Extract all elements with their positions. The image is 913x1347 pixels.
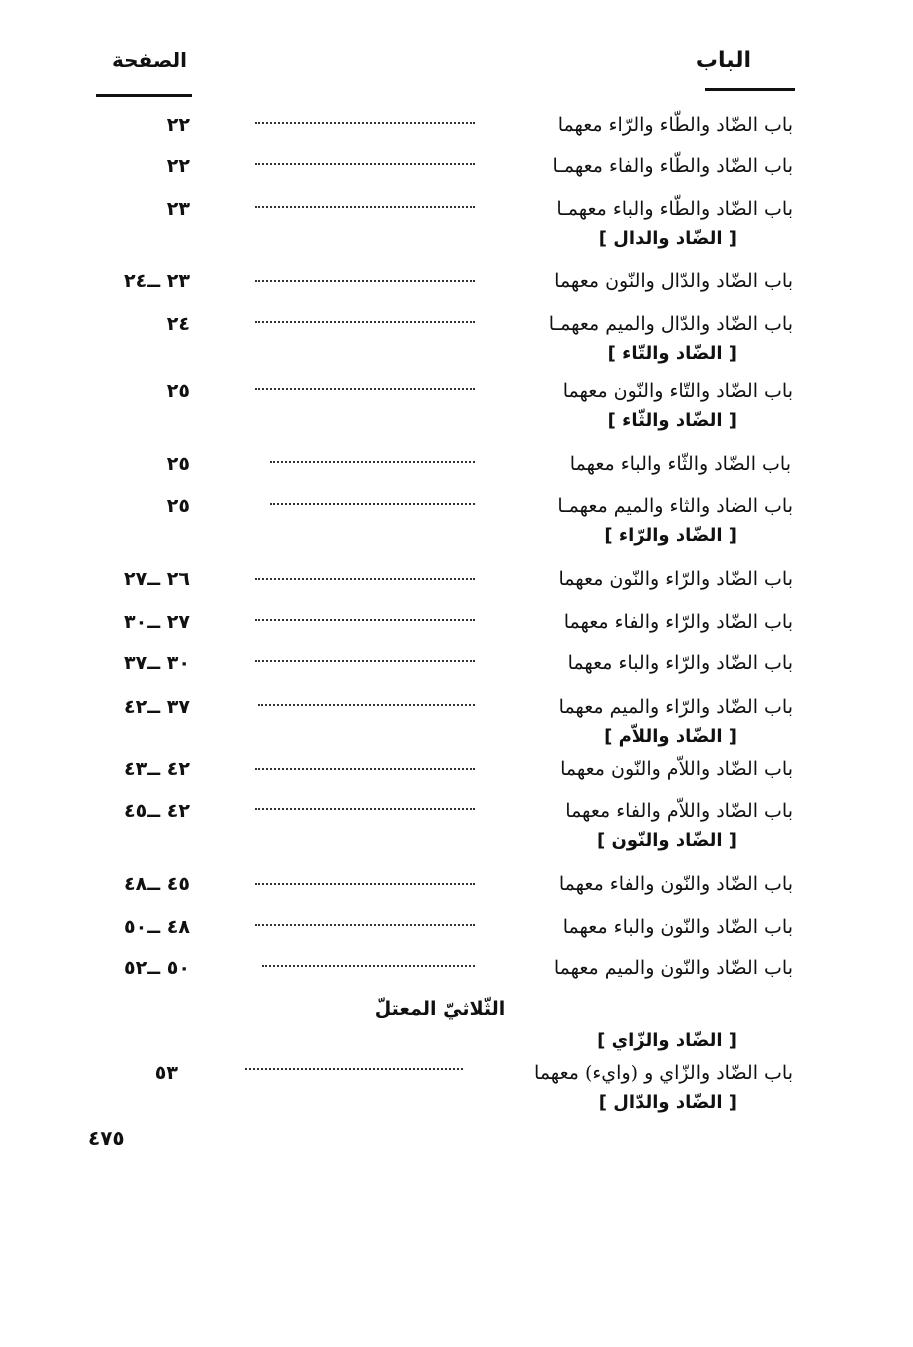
entry-page: ٢٣ <box>166 198 190 220</box>
index-entry <box>0 1062 913 1098</box>
dotted-leader <box>255 578 475 580</box>
entry-title: باب الضّاد والدّال والنّون معهما <box>554 270 793 292</box>
entry-page: ٢٤ <box>166 313 190 335</box>
dotted-leader <box>255 206 475 208</box>
index-entry <box>0 313 913 349</box>
entry-title: باب الضّاد والرّاء والباء معهما <box>567 652 793 674</box>
index-entry <box>0 758 913 794</box>
entry-page: ٢٢ <box>166 155 190 177</box>
dotted-leader <box>258 704 475 706</box>
index-entry <box>0 380 913 416</box>
dotted-leader <box>255 122 475 124</box>
index-entry <box>0 800 913 836</box>
dotted-leader <box>255 163 475 165</box>
dotted-leader <box>262 965 475 967</box>
section-heading: [ الضّاد واللاّم ] <box>604 726 737 747</box>
section-heading: [ الضّاد والنّون ] <box>596 830 737 851</box>
entry-title: باب الضّاد والثّاء والباء معهما <box>569 453 791 475</box>
entry-title: باب الضّاد والدّال والميم معهمـا <box>548 313 793 335</box>
entry-page: ٢٣ ــ٢٤ <box>123 270 190 292</box>
chapter-column-header: الباب <box>695 48 751 73</box>
index-entry <box>0 568 913 604</box>
entry-page: ٢٥ <box>166 453 190 475</box>
section-heading: [ الضّاد والتّاء ] <box>607 343 737 364</box>
index-entry <box>0 198 913 234</box>
index-entry <box>0 155 913 191</box>
dotted-leader <box>255 924 475 926</box>
dotted-leader <box>245 1068 463 1070</box>
index-entry <box>0 957 913 993</box>
entry-title: باب الضّاد والتّاء والنّون معهما <box>562 380 793 402</box>
index-entry <box>0 916 913 952</box>
chapter-header-rule <box>705 88 795 91</box>
entry-page: ٥٠ ــ٥٢ <box>123 957 190 979</box>
entry-page: ٤٢ ــ٤٣ <box>123 758 190 780</box>
dotted-leader <box>255 321 475 323</box>
entry-page: ٥٣ <box>154 1062 178 1084</box>
index-entry <box>0 696 913 732</box>
index-entry <box>0 495 913 531</box>
entry-page: ٣٧ ــ٤٢ <box>123 696 190 718</box>
dotted-leader <box>255 660 475 662</box>
entry-page: ٤٢ ــ٤٥ <box>123 800 190 822</box>
page-column-header: الصفحة <box>112 48 188 72</box>
entry-title: باب الضّاد واللاّم والنّون معهما <box>560 758 793 780</box>
entry-title: باب الضّاد والزّاي و (وايء) معهما <box>534 1062 793 1084</box>
section-heading: [ الضّاد والدال ] <box>598 228 737 249</box>
section-heading: [ الضّاد والثّاء ] <box>607 410 737 431</box>
index-entry <box>0 114 913 150</box>
dotted-leader <box>255 768 475 770</box>
section-heading: [ الضّاد والرّاء ] <box>604 525 737 546</box>
section-heading: [ الضّاد والزّاي ] <box>597 1030 737 1051</box>
entry-title: باب الضاد والثاء والميم معهمـا <box>557 495 793 517</box>
dotted-leader <box>270 503 475 505</box>
index-entry <box>0 453 913 489</box>
entry-title: باب الضّاد والرّاء والفاء معهما <box>563 611 793 633</box>
entry-title: باب الضّاد والطّاء والباء معهمـا <box>556 198 793 220</box>
dotted-leader <box>270 461 475 463</box>
dotted-leader <box>255 388 475 390</box>
entry-title: باب الضّاد واللاّم والفاء معهما <box>565 800 793 822</box>
triliteral-heading: الثّلاثيّ المعتلّ <box>374 998 506 1020</box>
index-entry <box>0 652 913 688</box>
page-header-rule <box>96 94 192 97</box>
entry-page: ٤٥ ــ٤٨ <box>123 873 190 895</box>
index-entry <box>0 873 913 909</box>
entry-page: ٢٧ ــ٣٠ <box>123 611 190 633</box>
entry-title: باب الضّاد والنّون والميم معهما <box>553 957 793 979</box>
dotted-leader <box>255 280 475 282</box>
dotted-leader <box>255 808 475 810</box>
index-entry <box>0 270 913 306</box>
index-entry <box>0 611 913 647</box>
entry-page: ٢٥ <box>166 380 190 402</box>
entry-title: باب الضّاد والطّاء والرّاء معهما <box>557 114 793 136</box>
entry-page: ٢٦ ــ٢٧ <box>123 568 190 590</box>
section-heading: [ الضّاد والدّال ] <box>598 1092 737 1113</box>
dotted-leader <box>255 619 475 621</box>
entry-page: ٣٠ ــ٣٧ <box>123 652 190 674</box>
entry-title: باب الضّاد والطّاء والفاء معهمـا <box>552 155 793 177</box>
dotted-leader <box>255 883 475 885</box>
entry-title: باب الضّاد والنّون والفاء معهما <box>558 873 793 895</box>
entry-title: باب الضّاد والنّون والباء معهما <box>562 916 793 938</box>
entry-title: باب الضّاد والرّاء والميم معهما <box>558 696 793 718</box>
page-folio-number: ٤٧٥ <box>88 1126 125 1150</box>
entry-page: ٤٨ ــ٥٠ <box>123 916 190 938</box>
entry-page: ٢٢ <box>166 114 190 136</box>
entry-title: باب الضّاد والرّاء والنّون معهما <box>558 568 793 590</box>
entry-page: ٢٥ <box>166 495 190 517</box>
